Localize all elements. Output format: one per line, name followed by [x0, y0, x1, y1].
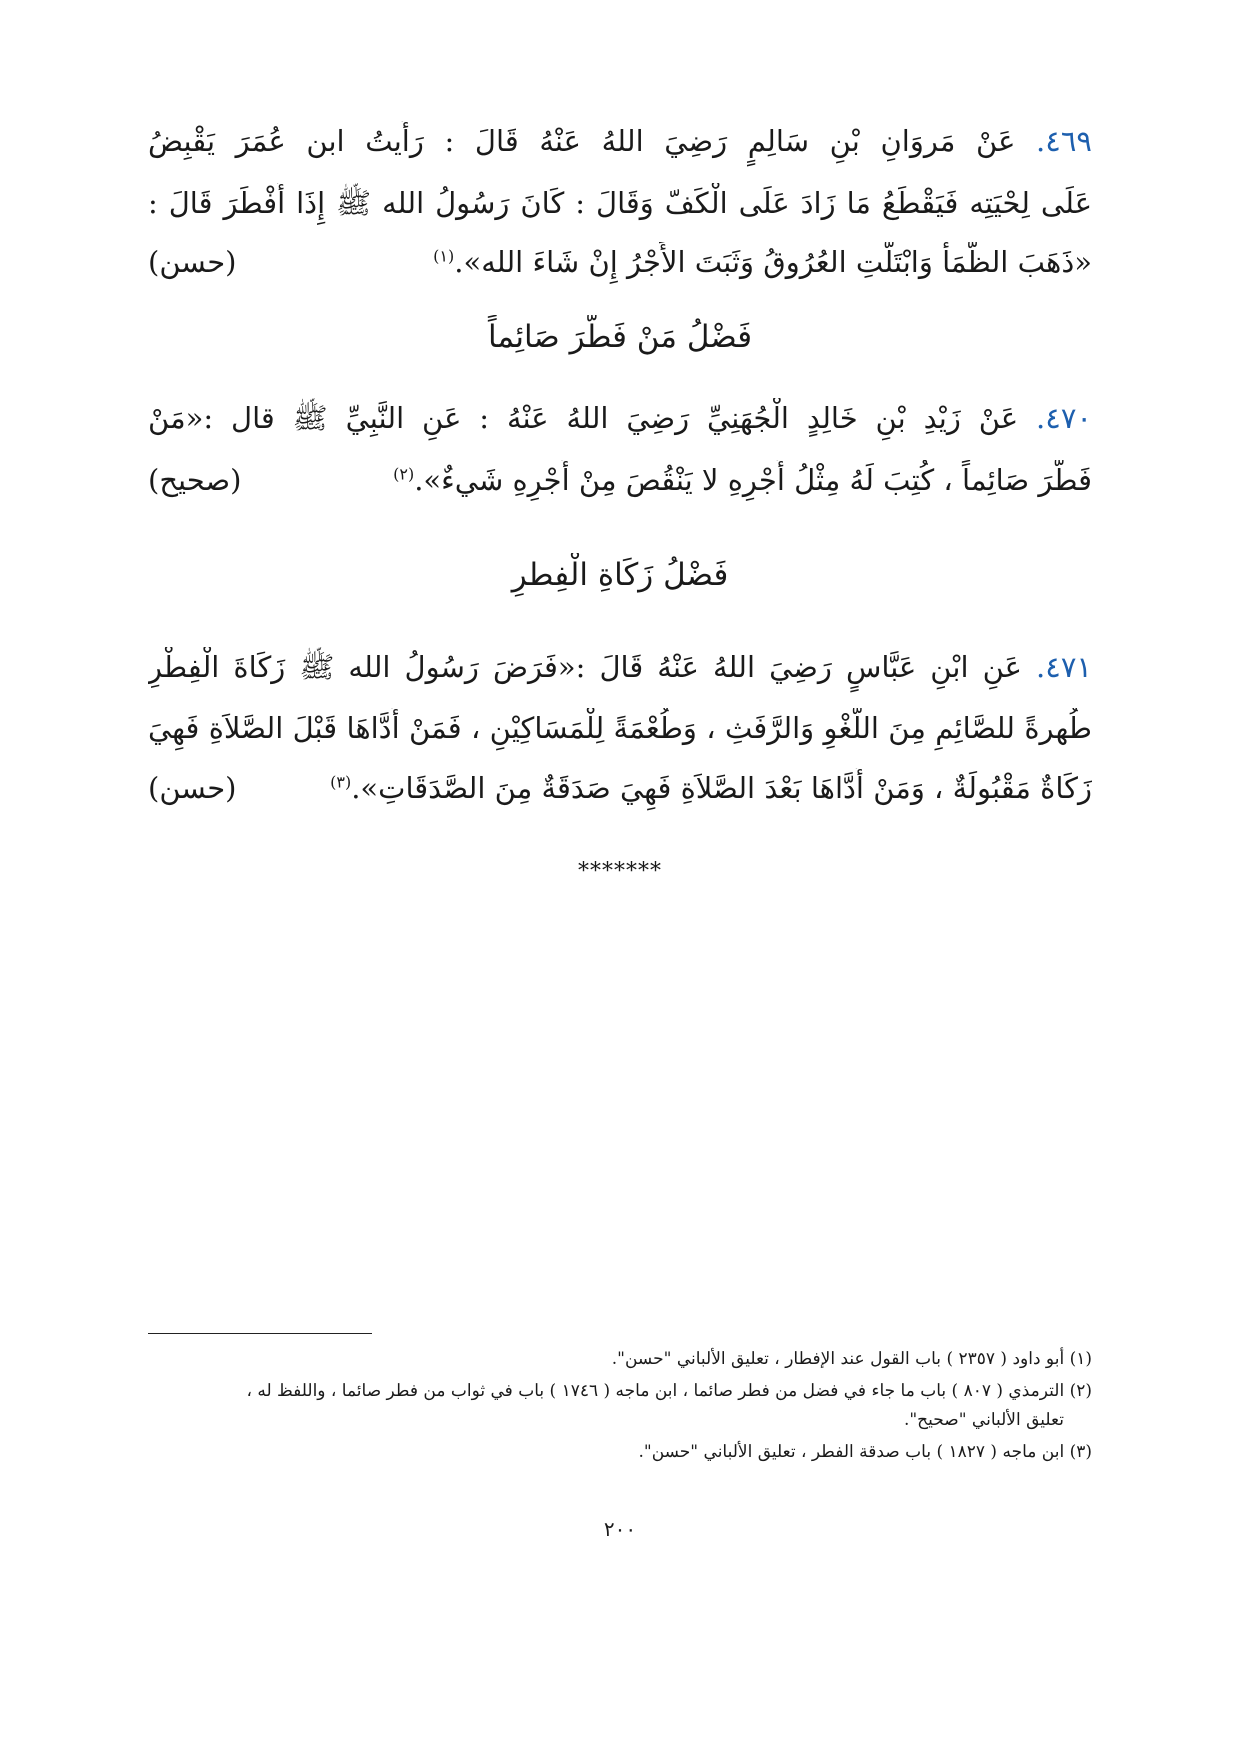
footnote-marker: (٣): [330, 772, 352, 792]
hadith-470-line-1: ٤٧٠. عَنْ زَيْدِ بْنِ خَالِدٍ الْجُهَنِيِّ رَضِيَ اللهُ عَنْهُ : عَنِ النَّبِيِّ ﷺ قال :«مَنْ: [148, 401, 1092, 435]
footnote-rule: [148, 1333, 372, 1334]
footnote-1: (١) أبو داود ( ٢٣٥٧ ) باب القول عند الإفطار ، تعليق الألباني "حسن".: [611, 1349, 1092, 1369]
hadith-470-line-2: فَطَّرَ صَائِماً ، كُتِبَ لَهُ مِثْلُ أَجْرِهِ لا يَنْقُصَ مِنْ أَجْرِهِ شَيءٌ».$^{(٢)}$ (صحيح): [148, 460, 1092, 506]
hadith-grade: (حسن): [148, 771, 237, 805]
footnote-3: (٣) ابن ماجه ( ١٨٢٧ ) باب صدقة الفطر ، تعليق الألباني "حسن".: [638, 1442, 1092, 1462]
footnote-marker: (١): [433, 246, 455, 266]
section-heading: فَضْلُ زَكَاةِ الْفِطرِ: [511, 557, 729, 593]
hadith-471-line-1: ٤٧١. عَنِ ابْنِ عَبَّاسٍ رَضِيَ اللهُ عَنْهُ قَالَ :«فَرَضَ رَسُولُ الله ﷺ زَكَاةَ الْفِطْرِ: [148, 650, 1092, 684]
hadith-number: ٤٧١.: [1036, 650, 1092, 684]
hadith-grade: (حسن): [148, 245, 237, 279]
footnote-2: (٢) الترمذي ( ٨٠٧ ) باب ما جاء في فضل من فطر صائما ، ابن ماجه ( ١٧٤٦ ) باب في ثواب من فطر صائما ، واللفظ له ،: [246, 1381, 1092, 1401]
hadith-471-line-3: زَكَاةٌ مَقْبُولَةٌ ، وَمَنْ أَدَّاهَا بَعْدَ الصَّلاَةِ فَهِيَ صَدَقَةٌ مِنَ الصَّدَقَاتِ».$^{(٣)}$ (حسن): [148, 768, 1092, 814]
separator-stars: *******: [578, 859, 662, 884]
footnote-marker: (٢): [393, 464, 415, 484]
hadith-471-line-2: طُهرةً للصَّائِمِ مِنَ اللَّغْوِ وَالرَّفَثِ ، وَطُعْمَةً لِلْمَسَاكِيْنِ ، فَمَنْ أَدَّاهَا قَبْلَ الصَّلاَةِ فَهِيَ: [148, 711, 1092, 745]
footnote-2-continued: تعليق الألباني "صحيح".: [903, 1410, 1064, 1430]
hadith-469-line-3: «ذَهَبَ الظَّمَأُ وَابْتَلَّتِ العُرُوقُ وَثَبَتَ الأَجْرُ إِنْ شَاءَ الله».$^{(١)}$ (حسن): [148, 242, 1092, 288]
hadith-469-line-1: ٤٦٩. عَنْ مَروَانِ بْنِ سَالِمٍ رَضِيَ اللهُ عَنْهُ قَالَ : رَأَيتُ ابن عُمَرَ يَقْبِضُ: [148, 124, 1092, 158]
page-number: ٢٠٠: [603, 1517, 637, 1541]
hadith-469-line-2: عَلَى لِحْيَتِه فَيَقْطَعُ مَا زَادَ عَلَى الْكَفّ وَقَالَ : كَانَ رَسُولُ الله ﷺ إِذَا أَفْطَرَ قَالَ :: [148, 186, 1092, 220]
section-heading: فَضْلُ مَنْ فَطَّرَ صَائِماً: [487, 319, 753, 355]
hadith-number: ٤٧٠.: [1036, 401, 1092, 435]
hadith-number: ٤٦٩.: [1036, 124, 1092, 158]
hadith-grade: (صحيح): [148, 463, 242, 497]
